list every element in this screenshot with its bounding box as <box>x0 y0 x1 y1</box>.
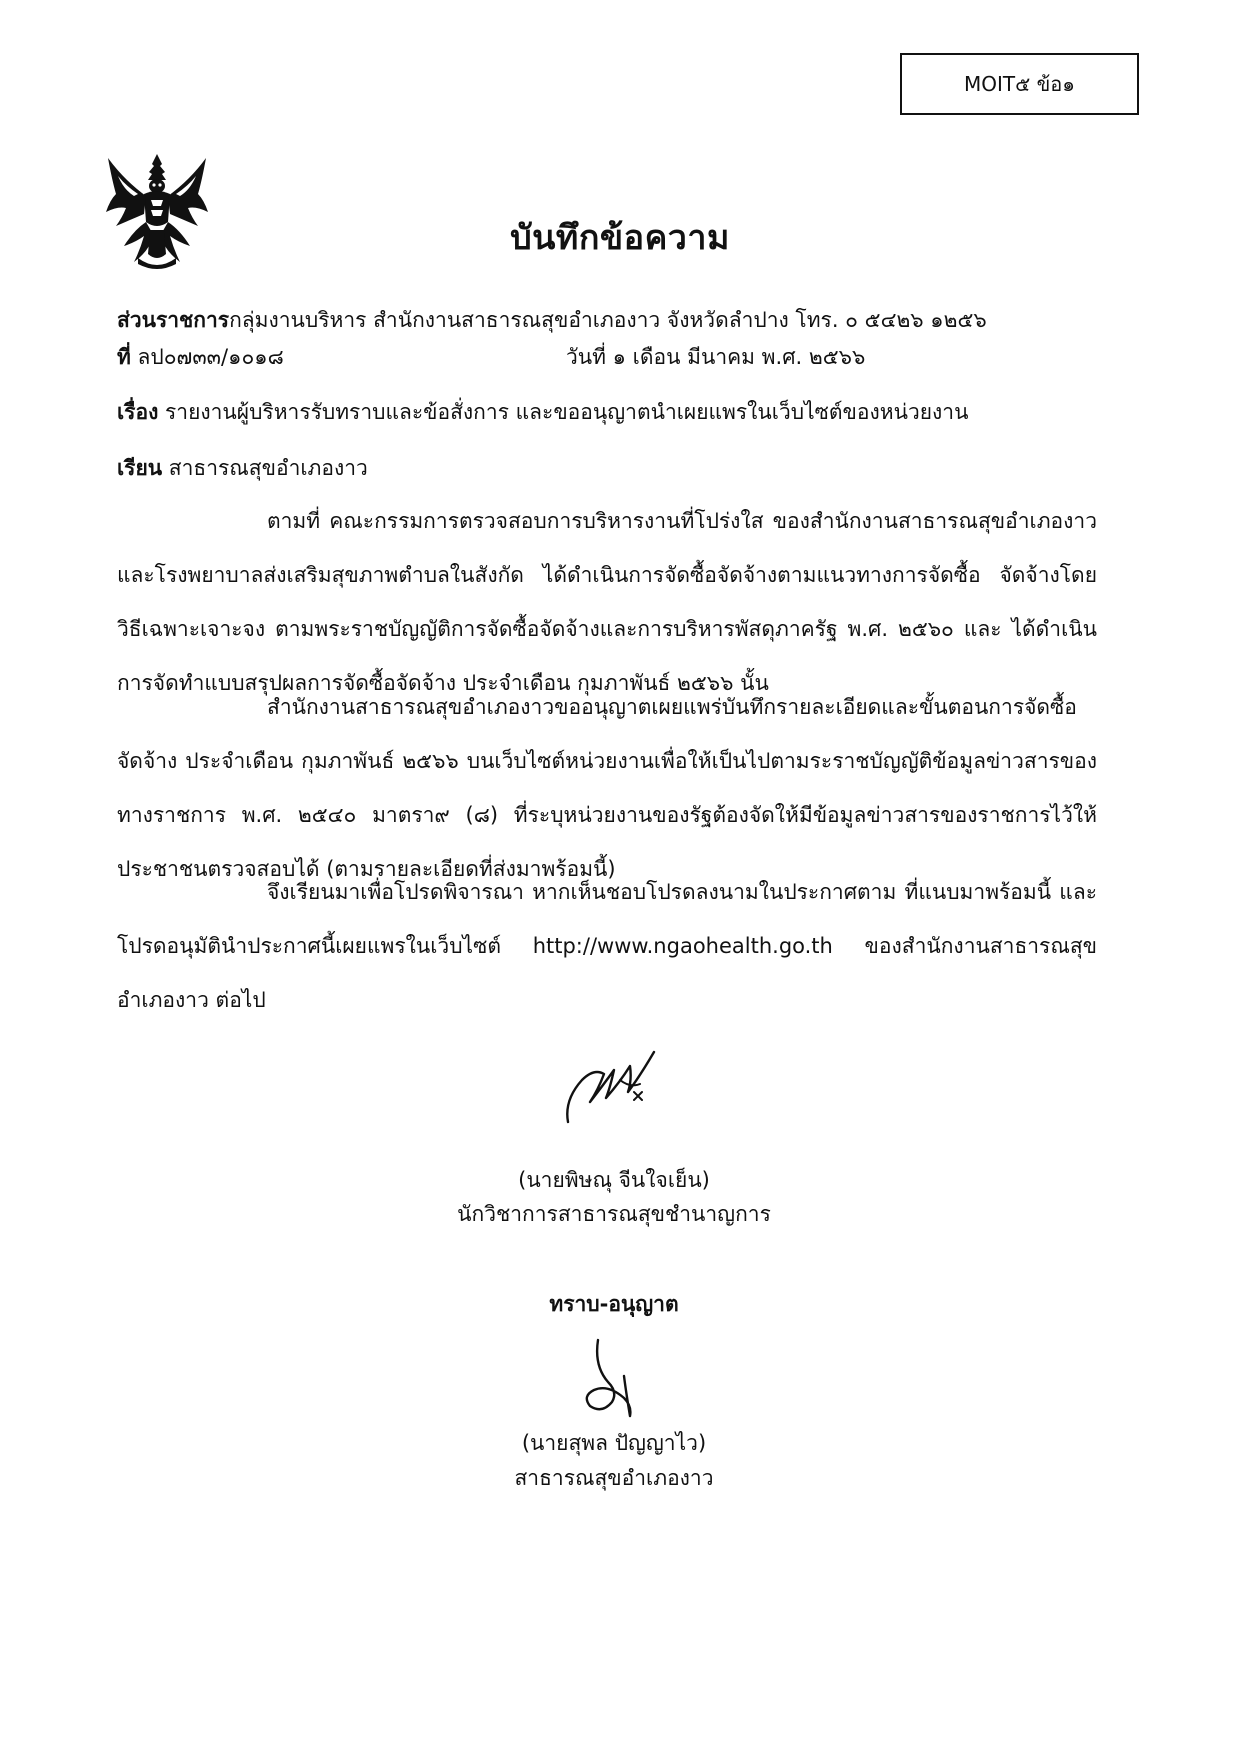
agency-value: กลุ่มงานบริหาร สำนักงานสาธารณสุขอำเภองาว จังหวัดลำปาง โทร. ๐ ๕๔๒๖ ๑๒๕๖ <box>229 308 987 332</box>
memo-title: บันทึกข้อความ <box>510 218 730 258</box>
reference-number: ลป๐๗๓๓/๑๐๑๘ <box>130 345 284 369</box>
approver-position: สาธารณสุขอำเภองาว <box>514 1466 714 1490</box>
document-code-box: MOIT๕ ข้อ๑ <box>900 53 1139 115</box>
addressee-label: เรียน <box>117 456 163 480</box>
signature-2-image <box>574 1336 644 1420</box>
signatory-1-position: นักวิชาการสาธารณสุขชำนาญการ <box>457 1202 771 1226</box>
approval-label: ทราบ-อนุญาต <box>549 1292 679 1316</box>
addressee-line <box>117 452 368 485</box>
subject-line <box>117 396 968 429</box>
agency-line <box>117 304 987 337</box>
body-paragraph-2: สำนักงานสาธารณสุขอำเภองาวขออนุญาตเผยแพร่บันทึกรายละเอียดและขั้นตอนการจัดซื้อจัดจ้าง ประจำเดือน กุมภาพันธ์ ๒๕๖๖ บนเว็บไซต์หน่วยงานเพื่อให้เป็นไปตามระราชบัญญัติข้อมูลข่าวสารของทางราชการ พ.ศ. ๒๕๔๐ มาตรา๙ (๘) ที่ระบุหน่วยงานของรัฐต้องจัดให้มีข้อมูลข่าวสารของราชการไว้ให้ประชาชนตรวจสอบได้ (ตามรายละเอียดที่ส่งมาพร้อมนี้) <box>117 695 1097 881</box>
signature-1-image <box>560 1040 670 1130</box>
subject-label: เรื่อง <box>117 400 159 424</box>
body-paragraph-1: ตามที่ คณะกรรมการตรวจสอบการบริหารงานที่โปร่งใส ของสำนักงานสาธารณสุขอำเภองาว และโรงพยาบาลส่งเสริมสุขภาพตำบลในสังกัด ได้ดำเนินการจัดซื้อจัดจ้างตามแนวทางการจัดซื้อ จัดจ้างโดยวิธีเฉพาะเจาะจง ตามพระราชบัญญัติการจัดซื้อจัดจ้างและการบริหารพัสดุภาครัฐ พ.ศ. ๒๕๖๐ และ ได้ดำเนินการจัดทำแบบสรุปผลการจัดซื้อจัดจ้าง ประจำเดือน กุมภาพันธ์ ๒๕๖๖ นั้น <box>117 509 1097 695</box>
approver-name: (นายสุพล ปัญญาไว) <box>521 1431 707 1455</box>
agency-label: ส่วนราชการ <box>117 308 230 332</box>
signatory-1-name: (นายพิษณุ จีนใจเย็น) <box>518 1168 710 1192</box>
body-paragraph-3: จึงเรียนมาเพื่อโปรดพิจารณา หากเห็นชอบโปรดลงนามในประกาศตาม ที่แนบมาพร้อมนี้ และโปรดอนุมัตินำประกาศนี้เผยแพรในเว็บไซต์ http://www.ngaohealth.go.th ของสำนักงานสาธารณสุขอำเภองาว ต่อไป <box>117 880 1097 1012</box>
date-line: วันที่ ๑ เดือน มีนาคม พ.ศ. ๒๕๖๖ <box>566 345 866 369</box>
subject-value: รายงานผู้บริหารรับทราบและข้อสั่งการ และขออนุญาตนำเผยแพรในเว็บไซต์ของหน่วยงาน <box>158 400 969 424</box>
reference-line <box>117 341 284 374</box>
reference-label: ที่ <box>117 345 131 369</box>
addressee-value: สาธารณสุขอำเภองาว <box>162 456 368 480</box>
